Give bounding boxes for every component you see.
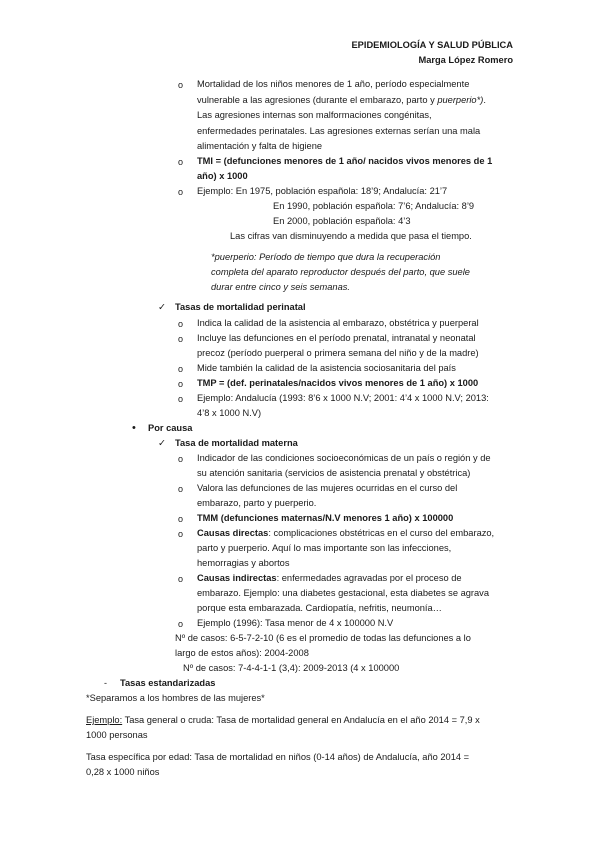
example-label: Ejemplo: xyxy=(86,715,123,725)
checkmark-icon: ✓ xyxy=(158,302,166,313)
infant-text-1: Mortalidad de los niños menores de 1 año, período especialmente xyxy=(197,79,470,89)
infant-example-1: Ejemplo: En 1975, población española: 18’9; Andalucía: 21’7 xyxy=(197,186,448,196)
circle-bullet-icon: o xyxy=(178,574,184,584)
direct-causes-text: : complicaciones obstétricas en el curso del embarazo, xyxy=(268,528,495,538)
maternal-title: Tasa de mortalidad materna xyxy=(175,438,298,448)
circle-bullet-icon: o xyxy=(178,187,184,197)
direct-causes-label: Causas directas xyxy=(197,528,269,538)
cases-2009: Nº de casos: 7-4-4-1-1 (3,4): 2009-2013 (4 x 100000 xyxy=(183,663,400,673)
indirect-causes-2: embarazo. Ejemplo: una diabetes gestacional, esta diabetes se agrava xyxy=(197,588,490,598)
crude-rate-1 xyxy=(86,713,480,728)
puerperio-note-3: durar entre cinco y seis semanas. xyxy=(211,282,350,292)
page-header-title: EPIDEMIOLOGÍA Y SALUD PÚBLICA xyxy=(351,40,513,50)
perinatal-e1: Ejemplo: Andalucía (1993: 8’6 x 1000 N.V; 2001: 4’4 x 1000 N.V; 2013: xyxy=(197,393,489,403)
circle-bullet-icon: o xyxy=(178,484,184,494)
checkmark-icon: ✓ xyxy=(158,438,166,449)
infant-example-3: En 2000, población española: 4’3 xyxy=(273,216,411,226)
page-header-author: Marga López Romero xyxy=(418,55,513,65)
infant-text-4: enfermedades perinatales. Las agresiones externas serían una mala xyxy=(197,126,481,136)
perinatal-e2: 4’8 x 1000 N.V) xyxy=(197,408,262,418)
indirect-causes-label: Causas indirectas xyxy=(197,573,277,583)
age-specific-rate-1: Tasa específica por edad: Tasa de mortalidad en niños (0-14 años) de Andalucía, año 2014 = xyxy=(86,752,470,762)
infant-text-2 xyxy=(197,93,486,108)
crude-rate-text: Tasa general o cruda: Tasa de mortalidad general en Andalucía en el año 2014 = 7,9 x xyxy=(122,715,480,725)
dot-bullet-icon: • xyxy=(132,422,136,434)
tmi-formula-1: TMI = (defunciones menores de 1 año/ nacidos vivos menores de 1 xyxy=(197,156,493,166)
perinatal-c: Mide también la calidad de la asistencia sociosanitaria del país xyxy=(197,363,456,373)
puerperio-term: puerperio*) xyxy=(437,95,484,105)
infant-example-2: En 1990, población española: 7’6; Andalucía: 8’9 xyxy=(273,201,475,211)
perinatal-b1: Incluye las defunciones en el período prenatal, intranatal y neonatal xyxy=(197,333,476,343)
maternal-example: Ejemplo (1996): Tasa menor de 4 x 100000 N.V xyxy=(197,618,394,628)
circle-bullet-icon: o xyxy=(178,80,184,90)
indirect-causes-text: : enfermedades agravadas por el proceso de xyxy=(276,573,462,583)
maternal-a1: Indicador de las condiciones socioeconómicas de un país o región y de xyxy=(197,453,491,463)
indirect-causes-1 xyxy=(197,571,462,586)
circle-bullet-icon: o xyxy=(178,514,184,524)
dash-bullet-icon: - xyxy=(104,678,107,688)
circle-bullet-icon: o xyxy=(178,157,184,167)
tmp-formula: TMP = (def. perinatales/nacidos vivos menores de 1 año) x 1000 xyxy=(197,378,479,388)
circle-bullet-icon: o xyxy=(178,334,184,344)
puerperio-note-1: *puerperio: Período de tiempo que dura la recuperación xyxy=(211,252,441,262)
infant-example-4: Las cifras van disminuyendo a medida que pasa el tiempo. xyxy=(230,231,472,241)
infant-text-2a: vulnerable a las agresiones (durante el embarazo, parto y xyxy=(197,95,438,105)
perinatal-title: Tasas de mortalidad perinatal xyxy=(175,302,306,312)
direct-causes-3: hemorragias y abortos xyxy=(197,558,290,568)
crude-rate-2: 1000 personas xyxy=(86,730,148,740)
standardized-note: *Separamos a los hombres de las mujeres* xyxy=(86,693,265,703)
cause-title: Por causa xyxy=(148,423,193,433)
infant-text-5: alimentación y falta de higiene xyxy=(197,141,323,151)
circle-bullet-icon: o xyxy=(178,454,184,464)
puerperio-note-2: completa del aparato reproductor después del parto, que suele xyxy=(211,267,470,277)
maternal-b2: embarazo, parto y puerperio. xyxy=(197,498,317,508)
perinatal-a: Indica la calidad de la asistencia al embarazo, obstétrica y puerperal xyxy=(197,318,479,328)
circle-bullet-icon: o xyxy=(178,364,184,374)
perinatal-b2: precoz (período puerperal o primera semana del niño y de la madre) xyxy=(197,348,479,358)
direct-causes-1 xyxy=(197,526,494,541)
indirect-causes-3: porque esta embarazada. Cardiopatía, nefritis, neumonía… xyxy=(197,603,442,613)
circle-bullet-icon: o xyxy=(178,619,184,629)
infant-text-2c: . xyxy=(483,95,486,105)
tmi-formula-2: año) x 1000 xyxy=(197,171,248,181)
direct-causes-2: parto y puerperio. Aquí lo mas importante son las infecciones, xyxy=(197,543,452,553)
maternal-a2: su atención sanitaria (servicios de asistencia prenatal y obstétrica) xyxy=(197,468,471,478)
maternal-b1: Valora las defunciones de las mujeres ocurridas en el curso del xyxy=(197,483,458,493)
circle-bullet-icon: o xyxy=(178,529,184,539)
circle-bullet-icon: o xyxy=(178,394,184,404)
circle-bullet-icon: o xyxy=(178,319,184,329)
tmm-formula: TMM (defunciones maternas/N.V menores 1 año) x 100000 xyxy=(197,513,454,523)
circle-bullet-icon: o xyxy=(178,379,184,389)
cases-2004-2: largo de estos años): 2004-2008 xyxy=(175,648,309,658)
age-specific-rate-2: 0,28 x 1000 niños xyxy=(86,767,160,777)
standardized-title: Tasas estandarizadas xyxy=(120,678,216,688)
cases-2004-1: Nº de casos: 6-5-7-2-10 (6 es el promedio de todas las defunciones a lo xyxy=(175,633,471,643)
infant-text-3: Las agresiones internas son malformaciones congénitas, xyxy=(197,110,432,120)
